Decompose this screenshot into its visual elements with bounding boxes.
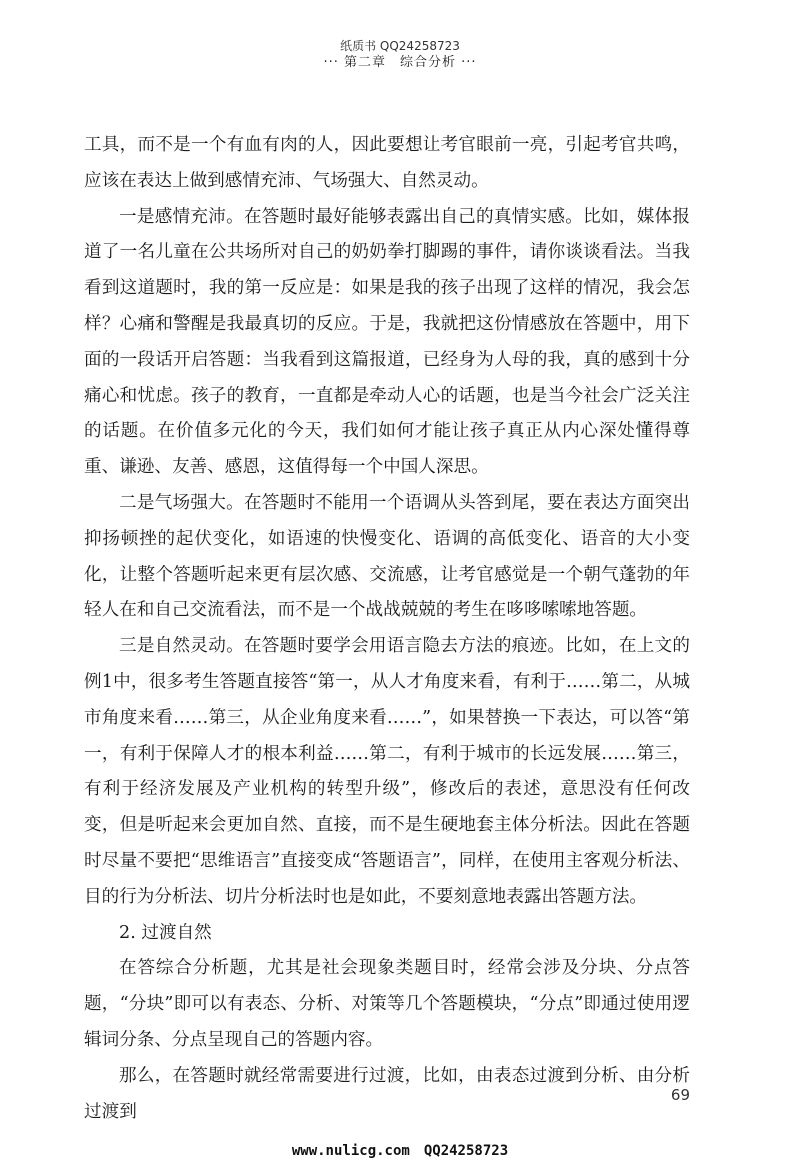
header-watermark-text: 纸质书 QQ24258723	[340, 39, 460, 53]
page-footer: www.nulicg.com QQ24258723	[291, 1143, 509, 1159]
paragraph-continued: 工具，而不是一个有血有肉的人，因此要想让考官眼前一亮，引起考官共鸣，应该在表达上做到感情充沛、气场强大、自然灵动。	[84, 135, 690, 191]
paragraph-segments: 在答综合分析题，尤其是社会现象类题目时，经常会涉及分块、分点答题，“分块”即可以有表态、分析、对策等几个答题模块，“分点”即通过使用逻辑词分条、分点呈现自己的答题内容。	[84, 958, 690, 1050]
section-heading: 2. 过渡自然	[119, 922, 212, 943]
page-number: 69	[670, 1086, 690, 1104]
chapter-title: ··· 第二章 综合分析 ···	[323, 55, 477, 70]
paragraph-natural: 三是自然灵动。在答题时要学会用语言隐去方法的痕迹。比如，在上文的例1中，很多考生答题直接答“第一，从人才角度来看，有利于……第二，从城市角度来看……第三，从企业角度来看……”，如果替换一下表达，可以答“第一，有利于保障人才的根本利益……第二，有利于城市的长远发展……第三，有利于经济发展及产业机构的转型升级”，修改后的表述，意思没有任何改变，但是听起来会更加自然、直接，而不是生硬地套主体分析法。因此在答题时尽量不要把“思维语言”直接变成“答题语言”，同样，在使用主客观分析法、目的行为分析法、切片分析法时也是如此，不要刻意地表露出答题方法。	[84, 636, 690, 907]
page-body	[84, 128, 690, 1130]
paragraph-emotion: 一是感情充沛。在答题时最好能够表露出自己的真情实感。比如，媒体报道了一名儿童在公共场所对自己的奶奶拳打脚踢的事件，请你谈谈看法。当我看到这道题时，我的第一反应是：如果是我的孩子出现了这样的情况，我会怎样？心痛和警醒是我最真切的反应。于是，我就把这份情感放在答题中，用下面的一段话开启答题：当我看到这篇报道，已经身为人母的我，真的感到十分痛心和忧虑。孩子的教育，一直都是牵动人心的话题，也是当今社会广泛关注的话题。在价值多元化的今天，我们如何才能让孩子真正从内心深处懂得尊重、谦逊、友善、感恩，这值得每一个中国人深思。	[84, 206, 690, 478]
paragraph-transition: 那么，在答题时就经常需要进行过渡，比如，由表态过渡到分析、由分析过渡到	[84, 1065, 690, 1122]
paragraph-presence: 二是气场强大。在答题时不能用一个语调从头答到尾，要在表达方面突出抑扬顿挫的起伏变化，如语速的快慢变化、语调的高低变化、语音的大小变化，让整个答题听起来更有层次感、交流感，让考官感觉是一个朝气蓬勃的年轻人在和自己交流看法，而不是一个战战兢兢的考生在哆哆嗦嗦地答题。	[84, 492, 690, 621]
page-header	[0, 38, 800, 72]
